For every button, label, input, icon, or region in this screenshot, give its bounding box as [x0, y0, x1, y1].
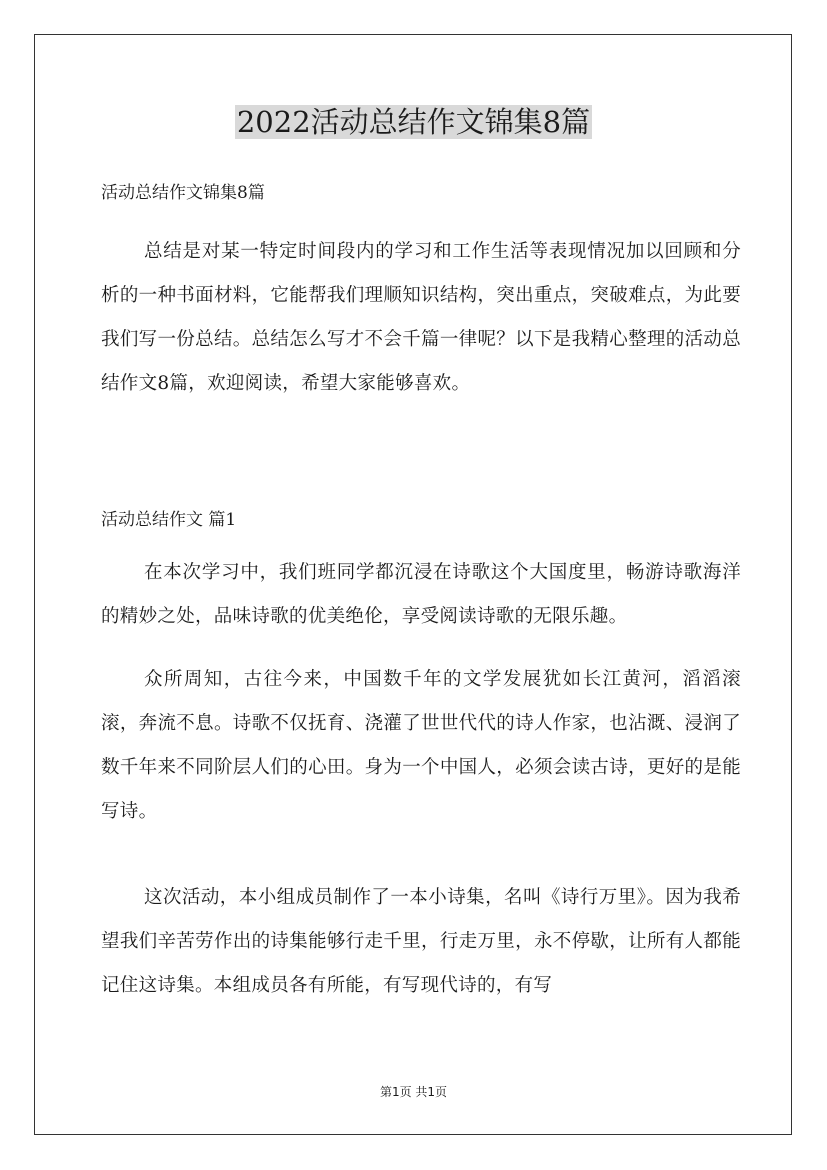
page-footer: 第1页 共1页: [379, 1085, 448, 1099]
body-paragraph-2: 众所周知，古往今来，中国数千年的文学发展犹如长江黄河，滔滔滚滚，奔流不息。诗歌不仅抚育、浇灌了世世代代的诗人作家，也沾溉、浸润了数千年来不同阶层人们的心田。身为一个中国人，必须会读古诗，更好的是能写诗。: [101, 669, 741, 822]
section-heading: 活动总结作文 篇1: [101, 510, 237, 530]
document-title-text: 2022活动总结作文锦集8篇: [236, 105, 591, 139]
body-paragraph-3: 这次活动，本小组成员制作了一本小诗集，名叫《诗行万里》。因为我希望我们辛苦劳作出的诗集能够行走千里，行走万里，永不停歇，让所有人都能记住这诗集。本组成员各有所能，有写现代诗的，有写: [101, 887, 741, 996]
document-title: [0, 98, 827, 146]
document-subtitle: 活动总结作文锦集8篇: [101, 183, 265, 203]
body-paragraph-1: 在本次学习中，我们班同学都沉浸在诗歌这个大国度里，畅游诗歌海洋的精妙之处，品味诗歌的优美绝伦，享受阅读诗歌的无限乐趣。: [101, 562, 741, 627]
intro-paragraph: 总结是对某一特定时间段内的学习和工作生活等表现情况加以回顾和分析的一种书面材料，它能帮我们理顺知识结构，突出重点，突破难点，为此要我们写一份总结。总结怎么写才不会千篇一律呢？以下是我精心整理的活动总结作文8篇，欢迎阅读，希望大家能够喜欢。: [101, 241, 741, 394]
